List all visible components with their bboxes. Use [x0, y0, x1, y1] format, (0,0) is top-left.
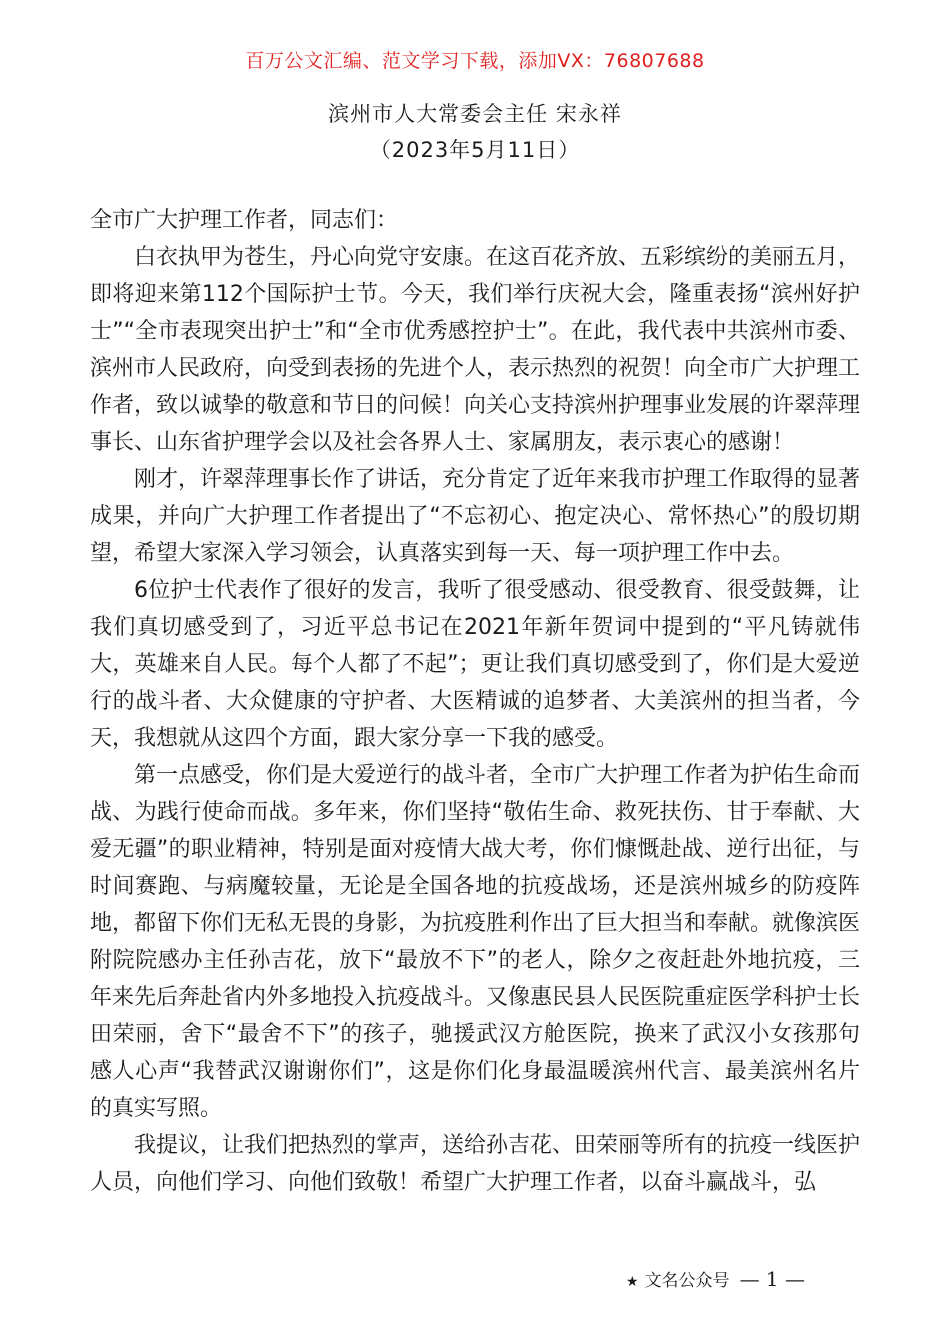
paragraph: 刚才，许翠萍理事长作了讲话，充分肯定了近年来我市护理工作取得的显著成果，并向广大护理工作者提出了“不忘初心、抱定决心、常怀热心”的殷切期望，希望大家深入学习领会，认真落实到每一天、每一项护理工作中去。 [90, 467, 861, 566]
footer-label: 文名公众号 [644, 1271, 730, 1291]
salutation: 全市广大护理工作者，同志们： [90, 208, 399, 233]
paragraph: 我提议，让我们把热烈的掌声，送给孙吉花、田荣丽等所有的抗疫一线医护人员，向他们学习、向他们致敬！希望广大护理工作者，以奋斗赢战斗，弘 [90, 1133, 861, 1195]
speech-body [90, 202, 860, 1201]
page-footer [626, 1266, 805, 1291]
paragraph: 白衣执甲为苍生，丹心向党守安康。在这百花齐放、五彩缤纷的美丽五月，即将迎来第112个国际护士节。今天，我们举行庆祝大会，隆重表扬“滨州好护士”“全市表现突出护士”和“全市优秀感控护士”。在此，我代表中共滨州市委、滨州市人民政府，向受到表扬的先进个人，表示热烈的祝贺！向全市广大护理工作者，致以诚挚的敬意和节日的问候！向关心支持滨州护理事业发展的许翠萍理事长、山东省护理学会以及社会各界人士、家属朋友，表示衷心的感谢！ [90, 245, 861, 455]
speech-date: （2023年5月11日） [369, 138, 581, 162]
paragraph: 6位护士代表作了很好的发言，我听了很受感动、很受教育、很受鼓舞，让我们真切感受到了，习近平总书记在2021年新年贺词中提到的“平凡铸就伟大，英雄来自人民。每个人都了不起”；更让我们真切感受到了，你们是大爱逆行的战斗者、大众健康的守护者、大医精诚的追梦者、大美滨州的担当者，今天，我想就从这四个方面，跟大家分享一下我的感受。 [90, 578, 860, 751]
page-number: — 1 — [739, 1267, 806, 1291]
star-icon: ★ [626, 1274, 639, 1290]
header-banner: 百万公文汇编、范文学习下载，添加VX：76807688 [245, 50, 705, 72]
paragraph: 第一点感受，你们是大爱逆行的战斗者，全市广大护理工作者为护佑生命而战、为践行使命而战。多年来，你们坚持“敬佑生命、救死扶伤、甘于奉献、大爱无疆”的职业精神，特别是面对疫情大战大考，你们慷慨赴战、逆行出征，与时间赛跑、与病魔较量，无论是全国各地的抗疫战场，还是滨州城乡的防疫阵地，都留下你们无私无畏的身影，为抗疫胜利作出了巨大担当和奉献。就像滨医附院院感办主任孙吉花，放下“最放不下”的老人，除夕之夜赶赴外地抗疫，三年来先后奔赴省内外多地投入抗疫战斗。又像惠民县人民医院重症医学科护士长田荣丽，舍下“最舍不下”的孩子，驰援武汉方舱医院，换来了武汉小女孩那句感人心声“我替武汉谢谢你们”，这是你们化身最温暖滨州代言、最美滨州名片的真实写照。 [90, 763, 861, 1121]
speaker-title: 滨州市人大常委会主任 宋永祥 [328, 102, 622, 126]
